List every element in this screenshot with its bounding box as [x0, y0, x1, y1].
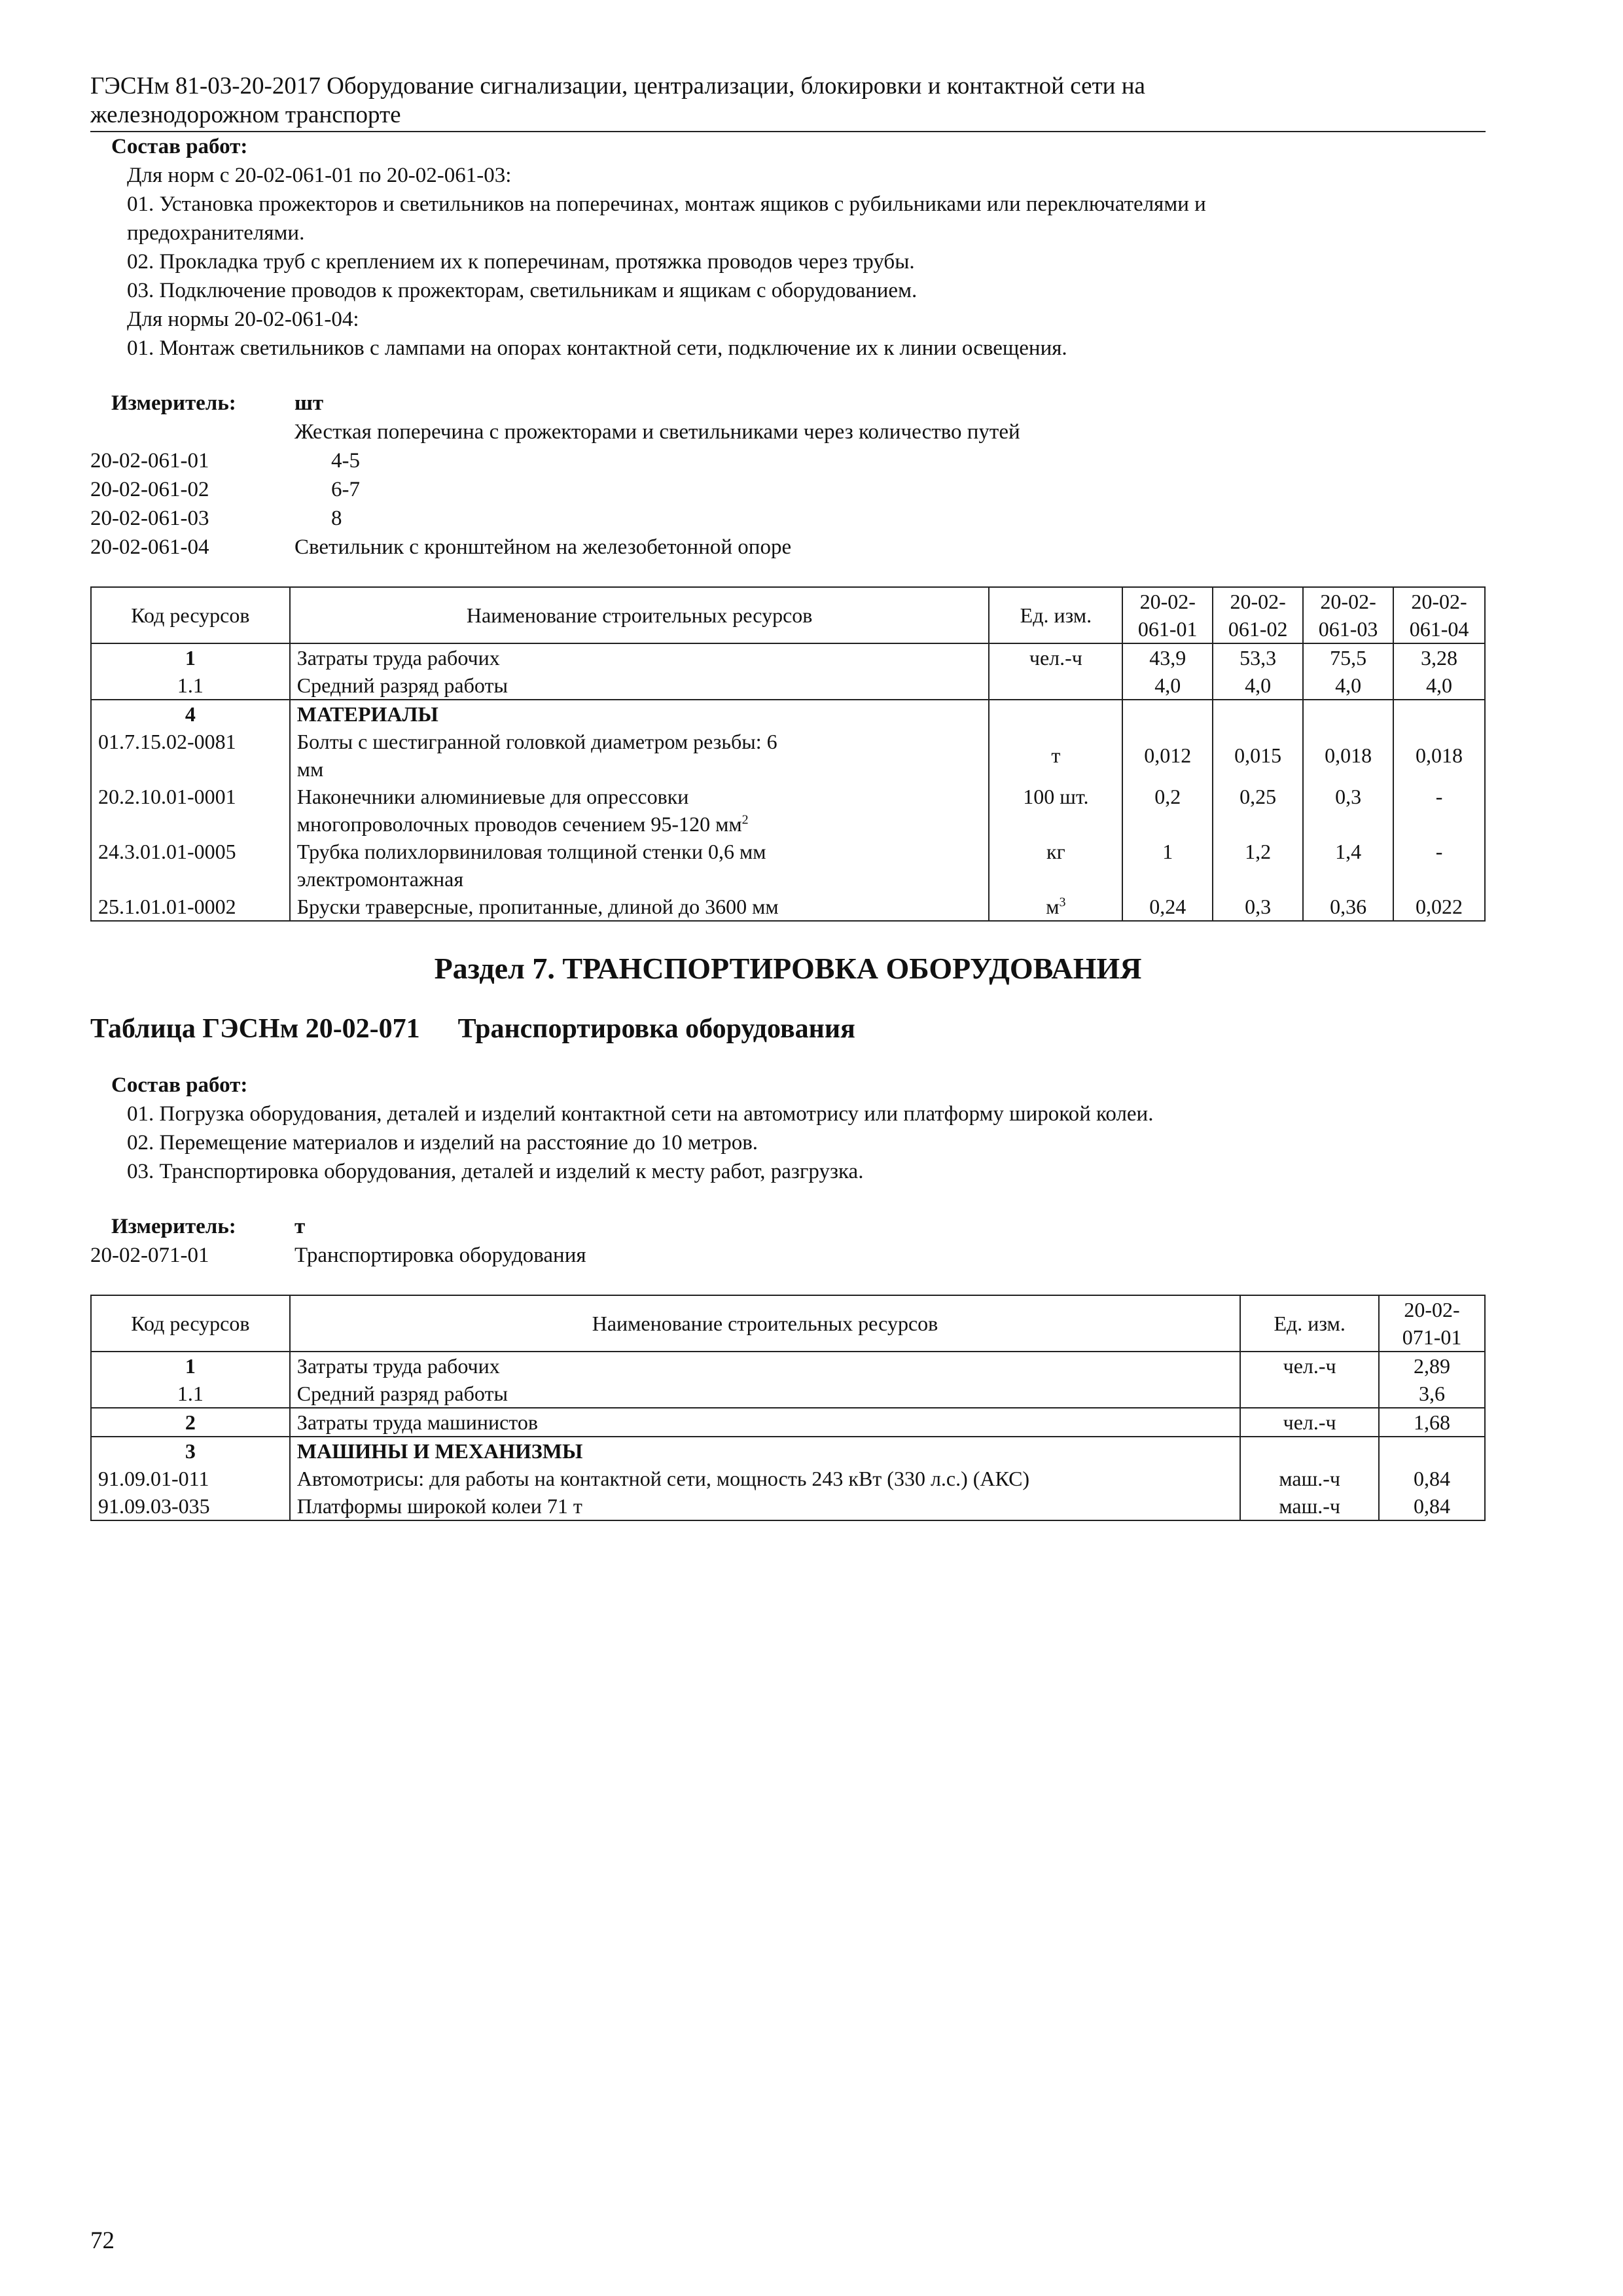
table-row: 01.7.15.02-0081 Болты с шестигранной головкой диаметром резьбы: 6 мм т 0,012 0,015 0,018 0,018	[91, 728, 1485, 783]
table-name: Транспортировка оборудования	[457, 1014, 855, 1044]
table-row: 3 МАШИНЫ И МЕХАНИЗМЫ	[91, 1437, 1485, 1465]
work-line: 01. Погрузка оборудования, деталей и изделий контактной сети на автомотрису или платформу широкой колеи.	[127, 1102, 1154, 1126]
col-header-norm: 20-02- 071-01	[1379, 1295, 1485, 1352]
table-header-row	[91, 1295, 1485, 1352]
table-row: 1 Затраты труда рабочих чел.-ч 2,89	[91, 1352, 1485, 1380]
table-row: 4 МАТЕРИАЛЫ	[91, 700, 1485, 728]
resources-table-1	[90, 586, 1486, 922]
measure-block-1	[90, 389, 1486, 562]
col-header-code: Код ресурсов	[91, 587, 290, 643]
work-line: предохранителями.	[127, 221, 305, 245]
work-line: Для норм с 20-02-061-01 по 20-02-061-03:	[127, 164, 512, 187]
work-line: 01. Установка прожекторов и светильников на поперечинах, монтаж ящиков с рубильниками или переключателями и	[127, 192, 1206, 216]
table-header-row	[91, 587, 1485, 643]
norm-code: 20-02-071-01	[90, 1244, 209, 1267]
col-header-name: Наименование строительных ресурсов	[290, 1295, 1240, 1352]
table-title	[90, 1011, 1486, 1047]
section-title: Раздел 7. ТРАНСПОРТИРОВКА ОБОРУДОВАНИЯ	[434, 952, 1142, 985]
header-line-1: ГЭСНм 81-03-20-2017 Оборудование сигнализации, централизации, блокировки и контактной сети на	[90, 73, 1145, 99]
work-line: 01. Монтаж светильников с лампами на опорах контактной сети, подключение их к линии освещения.	[127, 336, 1067, 360]
page-number: 72	[90, 2227, 115, 2254]
norm-value: Светильник с кронштейном на железобетонной опоре	[294, 535, 792, 559]
work-line: 02. Перемещение материалов и изделий на расстояние до 10 метров.	[127, 1131, 758, 1155]
col-header-norm: 20-02- 061-04	[1393, 587, 1485, 643]
col-header-norm: 20-02- 061-03	[1303, 587, 1393, 643]
measure-unit: шт	[294, 391, 324, 415]
col-header-norm: 20-02- 061-01	[1122, 587, 1213, 643]
table-number: Таблица ГЭСНм 20-02-071	[90, 1014, 420, 1044]
table-row: 1.1 Средний разряд работы 4,0 4,0 4,0 4,0	[91, 672, 1485, 700]
measure-label: Измеритель:	[111, 391, 236, 415]
norm-code: 20-02-061-02	[90, 478, 209, 501]
running-header	[90, 72, 1486, 132]
measure-unit: т	[294, 1215, 306, 1238]
measure-block-2	[90, 1212, 1486, 1270]
work-line: 03. Подключение проводов к прожекторам, светильникам и ящикам с оборудованием.	[127, 279, 918, 302]
resources-table-2	[90, 1295, 1486, 1521]
col-header-unit: Ед. изм.	[1240, 1295, 1379, 1352]
work-title: Состав работ:	[111, 135, 248, 158]
measure-description: Транспортировка оборудования	[294, 1244, 586, 1267]
norm-code: 20-02-061-03	[90, 507, 209, 530]
table-row: 91.09.03-035 Платформы широкой колеи 71 т маш.-ч 0,84	[91, 1492, 1485, 1520]
measure-description: Жесткая поперечина с прожекторами и светильниками через количество путей	[294, 420, 1020, 444]
document-page	[90, 72, 1486, 1521]
table-row: 20.2.10.01-0001 Наконечники алюминиевые для опрессовки многопроволочных проводов сечением 95-120 $мм^2$ 100 шт. 0,2 0,25 0,3 -	[91, 783, 1485, 838]
col-header-code: Код ресурсов	[91, 1295, 290, 1352]
norm-code: 20-02-061-01	[90, 449, 209, 473]
table-row: 24.3.01.01-0005 Трубка полихлорвиниловая толщиной стенки 0,6 мм электромонтажная кг 1 1,2 1,4 -	[91, 838, 1485, 893]
table-row: 91.09.01-011 Автомотрисы: для работы на контактной сети, мощность 243 кВт (330 л.с.) (АКС) маш.-ч 0,84	[91, 1465, 1485, 1492]
work-line: Для нормы 20-02-061-04:	[127, 308, 359, 331]
work-line: 03. Транспортировка оборудования, деталей и изделий к месту работ, разгрузка.	[127, 1160, 864, 1183]
table-row: 25.1.01.01-0002 Бруски траверсные, пропитанные, длиной до 3600 мм $м^3$ 0,24 0,3 0,36 0,022	[91, 893, 1485, 921]
norm-value: 6-7	[331, 478, 360, 501]
col-header-norm: 20-02- 061-02	[1213, 587, 1303, 643]
col-header-unit: Ед. изм.	[989, 587, 1122, 643]
work-composition-1	[90, 132, 1486, 363]
measure-label: Измеритель:	[111, 1215, 236, 1238]
norm-value: 4-5	[331, 449, 360, 473]
work-title: Состав работ:	[111, 1073, 248, 1097]
table-row: 2 Затраты труда машинистов чел.-ч 1,68	[91, 1408, 1485, 1437]
work-line: 02. Прокладка труб с креплением их к поперечинам, протяжка проводов через трубы.	[127, 250, 915, 274]
col-header-name: Наименование строительных ресурсов	[290, 587, 990, 643]
table-row: 1 Затраты труда рабочих чел.-ч 43,9 53,3 75,5 3,28	[91, 643, 1485, 672]
work-composition-2	[90, 1071, 1486, 1186]
table-row: 1.1 Средний разряд работы 3,6	[91, 1380, 1485, 1408]
header-line-2: железнодорожном транспорте	[90, 101, 401, 128]
norm-value: 8	[331, 507, 342, 530]
norm-code: 20-02-061-04	[90, 535, 209, 559]
